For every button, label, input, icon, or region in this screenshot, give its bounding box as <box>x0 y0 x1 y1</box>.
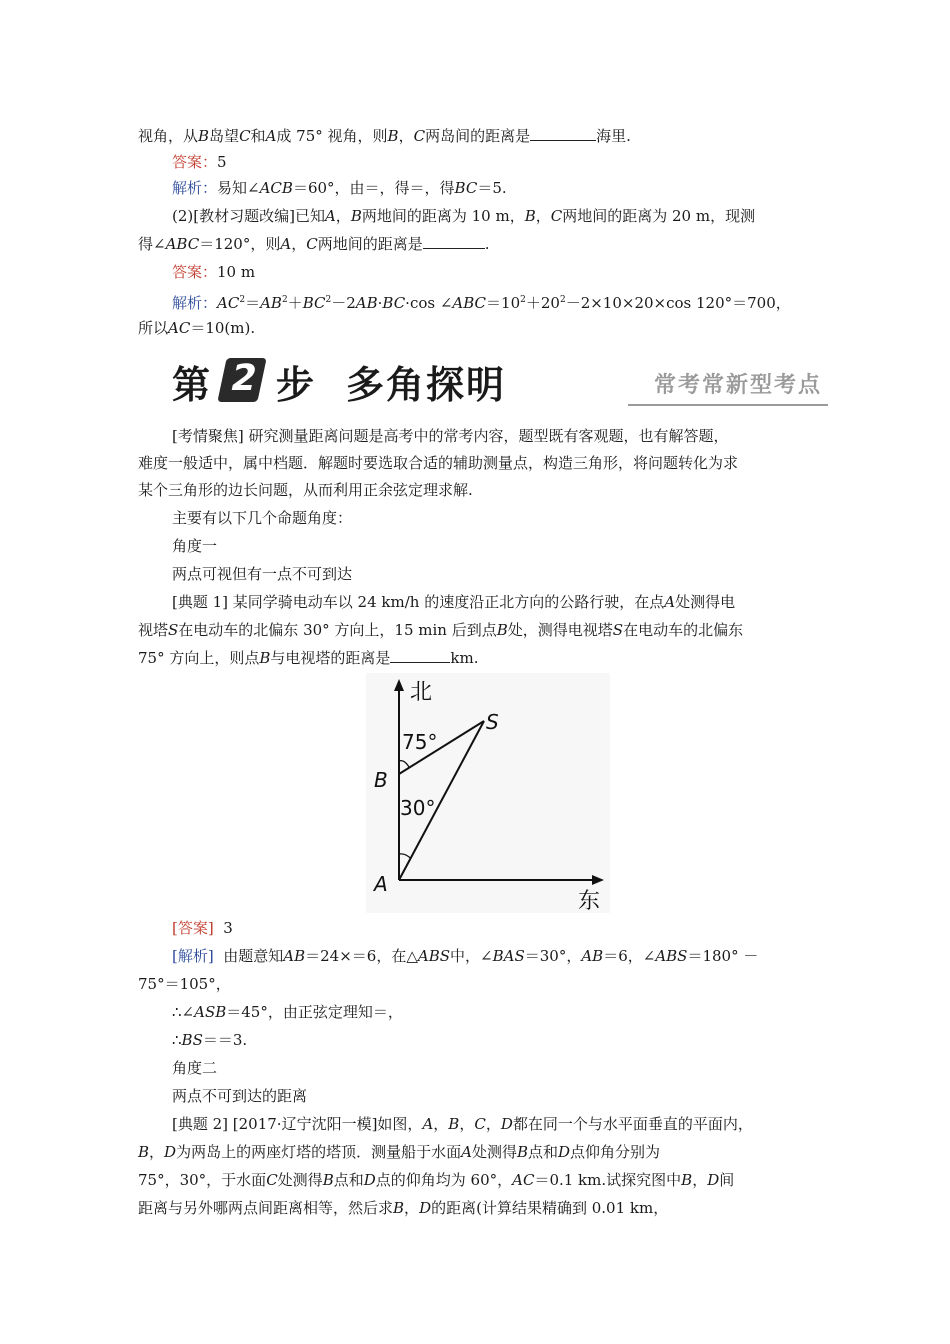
banner-subtitle: 常考常新型考点 <box>653 373 822 398</box>
answer-2: 答案：10 m <box>172 263 256 281</box>
example-1-line-1: [典题 1] 某同学骑电动车以 24 km/h 的速度沿正北方向的公路行驶，在点A处测得电 <box>172 593 736 611</box>
focus-line-2: 难度一般适中，属中档题．解题时要选取合适的辅助测量点，构造三角形，将问题转化为求 <box>138 454 739 472</box>
question-1-tail: 视角，从B岛望C和A成 75° 视角，则B，C两岛间的距离是 海里. <box>138 127 631 145</box>
answer-1: 答案：5 <box>172 153 227 171</box>
point-S-label: S <box>486 710 499 734</box>
angle-1-title: 角度一 <box>172 537 218 555</box>
example-2-line-1: [典题 2] [2017·辽宁沈阳一模]如图，A，B，C，D都在同一个与水平面垂直的平面内， <box>172 1115 753 1133</box>
solution-2-line-1: 解析：$AC^2=AB^2+BC^2-2AB\cdot BC\cdot\cos$ $\angle ABC=10^2+20^2-2\times 10\times 20\times\cos$ 120°＝700， <box>172 294 791 312</box>
angle-1-name: 两点可视但有一点不可到达 <box>172 565 353 583</box>
example-1-solution-line-1: [解析] 由题意知AB＝24×＝6，在△ABS中，∠BAS＝30°，AB＝6，∠ABS＝180° － <box>172 947 759 965</box>
example-2-line-2: B，D为两岛上的两座灯塔的塔顶．测量船于水面A处测得B点和D点仰角分别为 <box>138 1143 661 1161</box>
example-2-line-4: 距离与另外哪两点间距离相等，然后求B，D的距离(计算结果精确到 0.01 km， <box>138 1199 669 1217</box>
example-1-solution-line-3: ∴∠ASB＝45°，由正弦定理知＝， <box>172 1003 403 1021</box>
example-1-line-2: 视塔S在电动车的北偏东 30° 方向上，15 min 后到点B处，测得电视塔S在电动车的北偏东 <box>138 621 744 639</box>
focus-line-1: [考情聚焦] 研究测量距离问题是高考中的常考内容，题型既有客观题，也有解答题， <box>172 427 729 445</box>
point-B-label: B <box>374 768 388 792</box>
example-2-line-3: 75°，30°，于水面C处测得B点和D点的仰角均为 60°，AC＝0.1 km.试探究图中B，D间 <box>138 1171 735 1189</box>
banner-title: 第 步 多角探明 <box>172 363 507 407</box>
east-label: 东 <box>578 889 601 913</box>
answer-blank <box>530 126 596 141</box>
question-2-line-1: (2)[教材习题改编]已知A，B两地间的距离为 10 m，B，C两地间的距离为 20 m，现测 <box>172 207 756 225</box>
intro-text: 主要有以下几个命题角度： <box>172 509 353 527</box>
point-A-label: A <box>374 872 388 896</box>
example-1-line-3: 75° 方向上，则点B与电视塔的距离是 km. <box>138 649 479 667</box>
answer-blank <box>423 234 485 249</box>
answer-blank <box>390 648 450 663</box>
angle-2-title: 角度二 <box>172 1059 218 1077</box>
solution-1: 解析：易知∠ACB＝60°，由＝，得＝，得BC＝5. <box>172 179 507 197</box>
example-1-answer: [答案] 3 <box>172 919 233 937</box>
angle-30-label: 30° <box>400 796 436 820</box>
angle-75-label: 75° <box>402 730 438 754</box>
step-number-badge: 2 <box>217 358 266 402</box>
banner-divider <box>628 404 828 406</box>
angle-2-name: 两点不可到达的距离 <box>172 1087 308 1105</box>
triangle-diagram <box>366 673 610 913</box>
example-1-solution-line-4: ∴BS＝＝3. <box>172 1031 248 1049</box>
example-1-solution-line-2: 75°＝105°， <box>138 975 231 993</box>
focus-line-3: 某个三角形的边长问题，从而利用正余弦定理求解. <box>138 481 473 499</box>
north-label: 北 <box>410 680 433 705</box>
question-2-line-2: 得∠ABC＝120°，则A，C两地间的距离是 . <box>138 235 490 253</box>
section-banner <box>138 350 828 410</box>
solution-2-line-2: 所以AC＝10(m). <box>138 319 256 337</box>
